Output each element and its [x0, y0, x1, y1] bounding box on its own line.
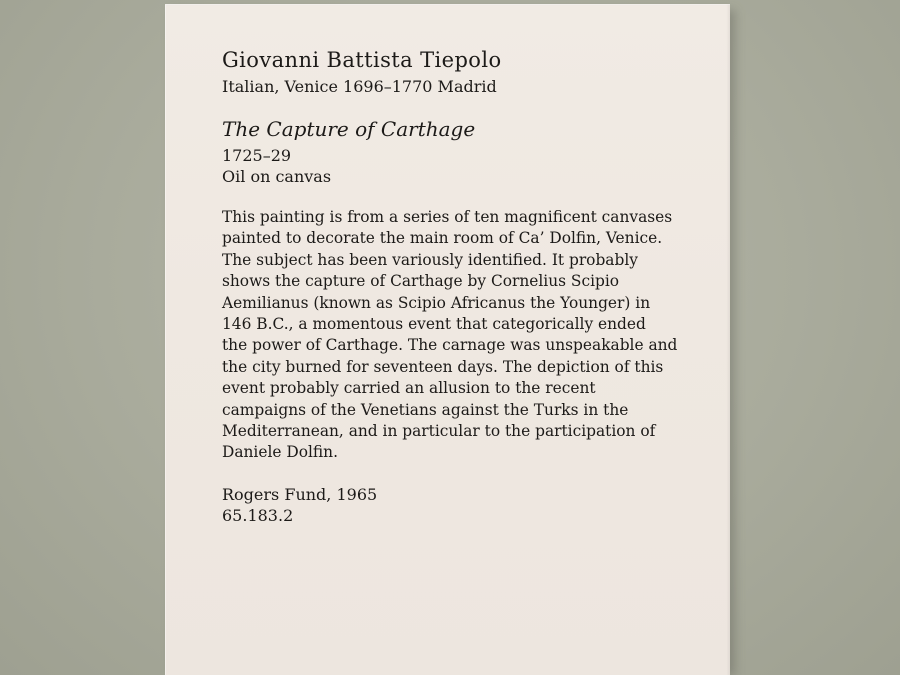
- artwork-title: The Capture of Carthage: [222, 117, 476, 141]
- description-line: Mediterranean, and in particular to the participation of: [222, 422, 656, 441]
- description-line: event probably carried an allusion to the recent: [222, 379, 596, 398]
- artwork-date: 1725–29: [222, 146, 292, 165]
- description-line: Aemilianus (known as Scipio Africanus the Younger) in: [222, 293, 651, 312]
- accession-number: 65.183.2: [222, 506, 294, 525]
- artist-nationality-dates: Italian, Venice 1696–1770 Madrid: [222, 77, 497, 96]
- description-line: the power of Carthage. The carnage was unspeakable and: [222, 336, 678, 355]
- artist-name: Giovanni Battista Tiepolo: [222, 48, 502, 72]
- museum-wall-label: [165, 4, 730, 675]
- description-line: campaigns of the Venetians against the Turks in the: [222, 400, 629, 419]
- description-line: shows the capture of Carthage by Cornelius Scipio: [222, 272, 620, 291]
- description-line: The subject has been variously identified. It probably: [222, 250, 638, 269]
- description-line: the city burned for seventeen days. The depiction of this: [222, 357, 664, 376]
- description-line: painted to decorate the main room of Ca’ Dolfin, Venice.: [222, 229, 663, 248]
- description-line: This painting is from a series of ten magnificent canvases: [222, 208, 673, 226]
- artwork-description: [222, 207, 677, 464]
- artwork-medium: Oil on canvas: [222, 167, 332, 186]
- description-line: Daniele Dolfin.: [222, 443, 338, 462]
- credit-line: Rogers Fund, 1965: [222, 485, 378, 504]
- description-line: 146 B.C., a momentous event that categorically ended: [222, 315, 646, 334]
